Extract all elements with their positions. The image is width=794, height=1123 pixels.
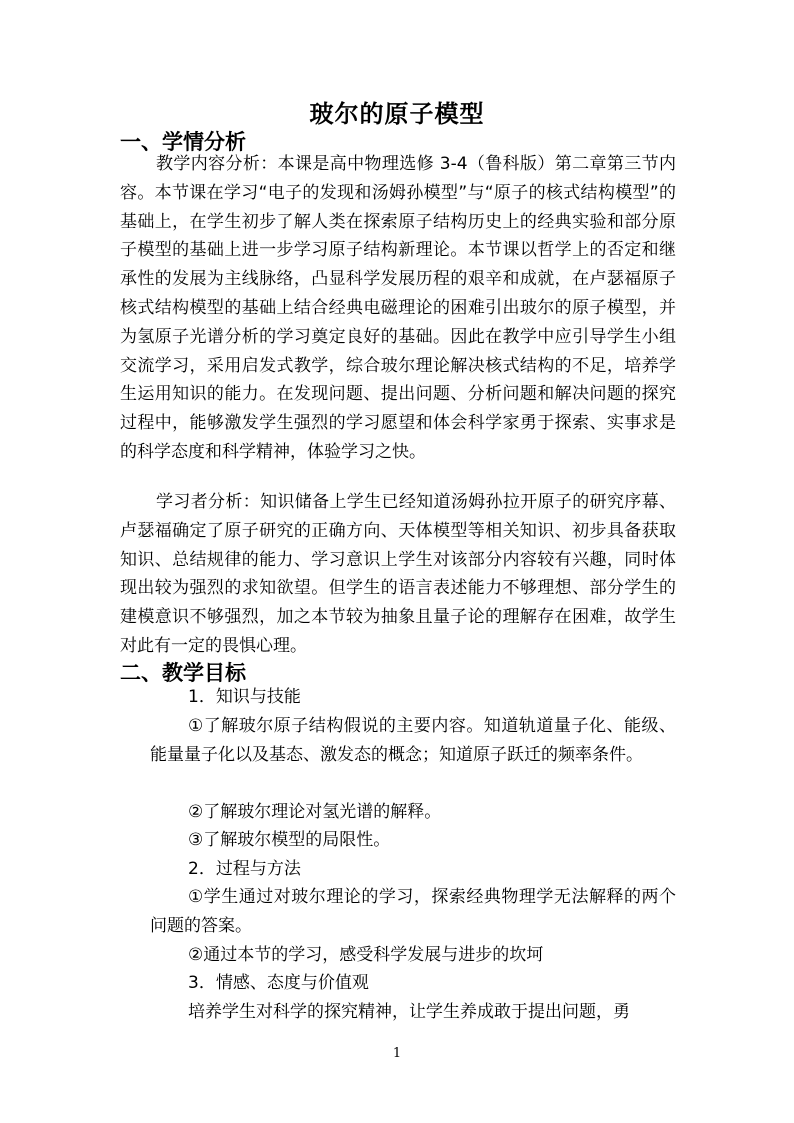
objective-knowledge-item-2: ②了解玻尔理论对氢光谱的解释。: [188, 802, 442, 822]
objective-knowledge-item-3: ③了解玻尔模型的局限性。: [188, 830, 391, 850]
section-heading-analysis: 一、学情分析: [120, 130, 246, 154]
paragraph-content-analysis: 教学内容分析：本课是高中物理选修 3-4（鲁科版）第二章第三节内容。本节课在学习“电子的发现和汤姆孙模型”与“原子的核式结构模型”的基础上，在学生初步了解人类在探索原子结构历史上的经典实验和部分原子模型的基础上进一步学习原子结构新理论。本节课以哲学上的否定和继承性的发展为主线脉络，凸显科学发展历程的艰辛和成就，在卢瑟福原子核式结构模型的基础上结合经典电磁理论的困难引出玻尔的原子模型，并为氢原子光谱分析的学习奠定良好的基础。因此在教学中应引导学生小组交流学习，采用启发式教学，综合玻尔理论解决核式结构的不足，培养学生运用知识的能力。在发现问题、提出问题、分析问题和解决问题的探究过程中，能够激发学生强烈的学习愿望和体会科学家勇于探索、实事求是的科学态度和科学精神，体验学习之快。: [120, 154, 676, 462]
objective-process-item-2: ②通过本节的学习，感受科学发展与进步的坎坷: [188, 945, 544, 965]
objective-attitude-title: 3．情感、态度与价值观: [188, 973, 369, 993]
document-title: 玻尔的原子模型: [309, 100, 485, 128]
objective-knowledge-item-1: ①了解玻尔原子结构假说的主要内容。知道轨道量子化、能级、能量量子化以及基态、激发态的概念；知道原子跃迁的频率条件。: [150, 716, 676, 765]
objective-attitude-item-1: 培养学生对科学的探究精神，让学生养成敢于提出问题，勇: [188, 1002, 630, 1022]
objective-knowledge-title: 1．知识与技能: [188, 687, 301, 707]
paragraph-learner-analysis: 学习者分析：知识储备上学生已经知道汤姆孙拉开原子的研究序幕、卢瑟福确定了原子研究的正确方向、天体模型等相关知识、初步具备获取知识、总结规律的能力、学习意识上学生对该部分内容较有兴趣，同时体现出较为强烈的求知欲望。但学生的语言表述能力不够理想、部分学生的建模意识不够强烈，加之本节较为抽象且量子论的理解存在困难，故学生对此有一定的畏惧心理。: [120, 492, 676, 656]
section-heading-objectives: 二、教学目标: [120, 661, 246, 685]
objective-process-title: 2．过程与方法: [188, 859, 301, 879]
page-number: 1: [392, 1046, 402, 1061]
objective-process-item-1: ①学生通过对玻尔理论的学习，探索经典物理学无法解释的两个问题的答案。: [150, 887, 676, 936]
